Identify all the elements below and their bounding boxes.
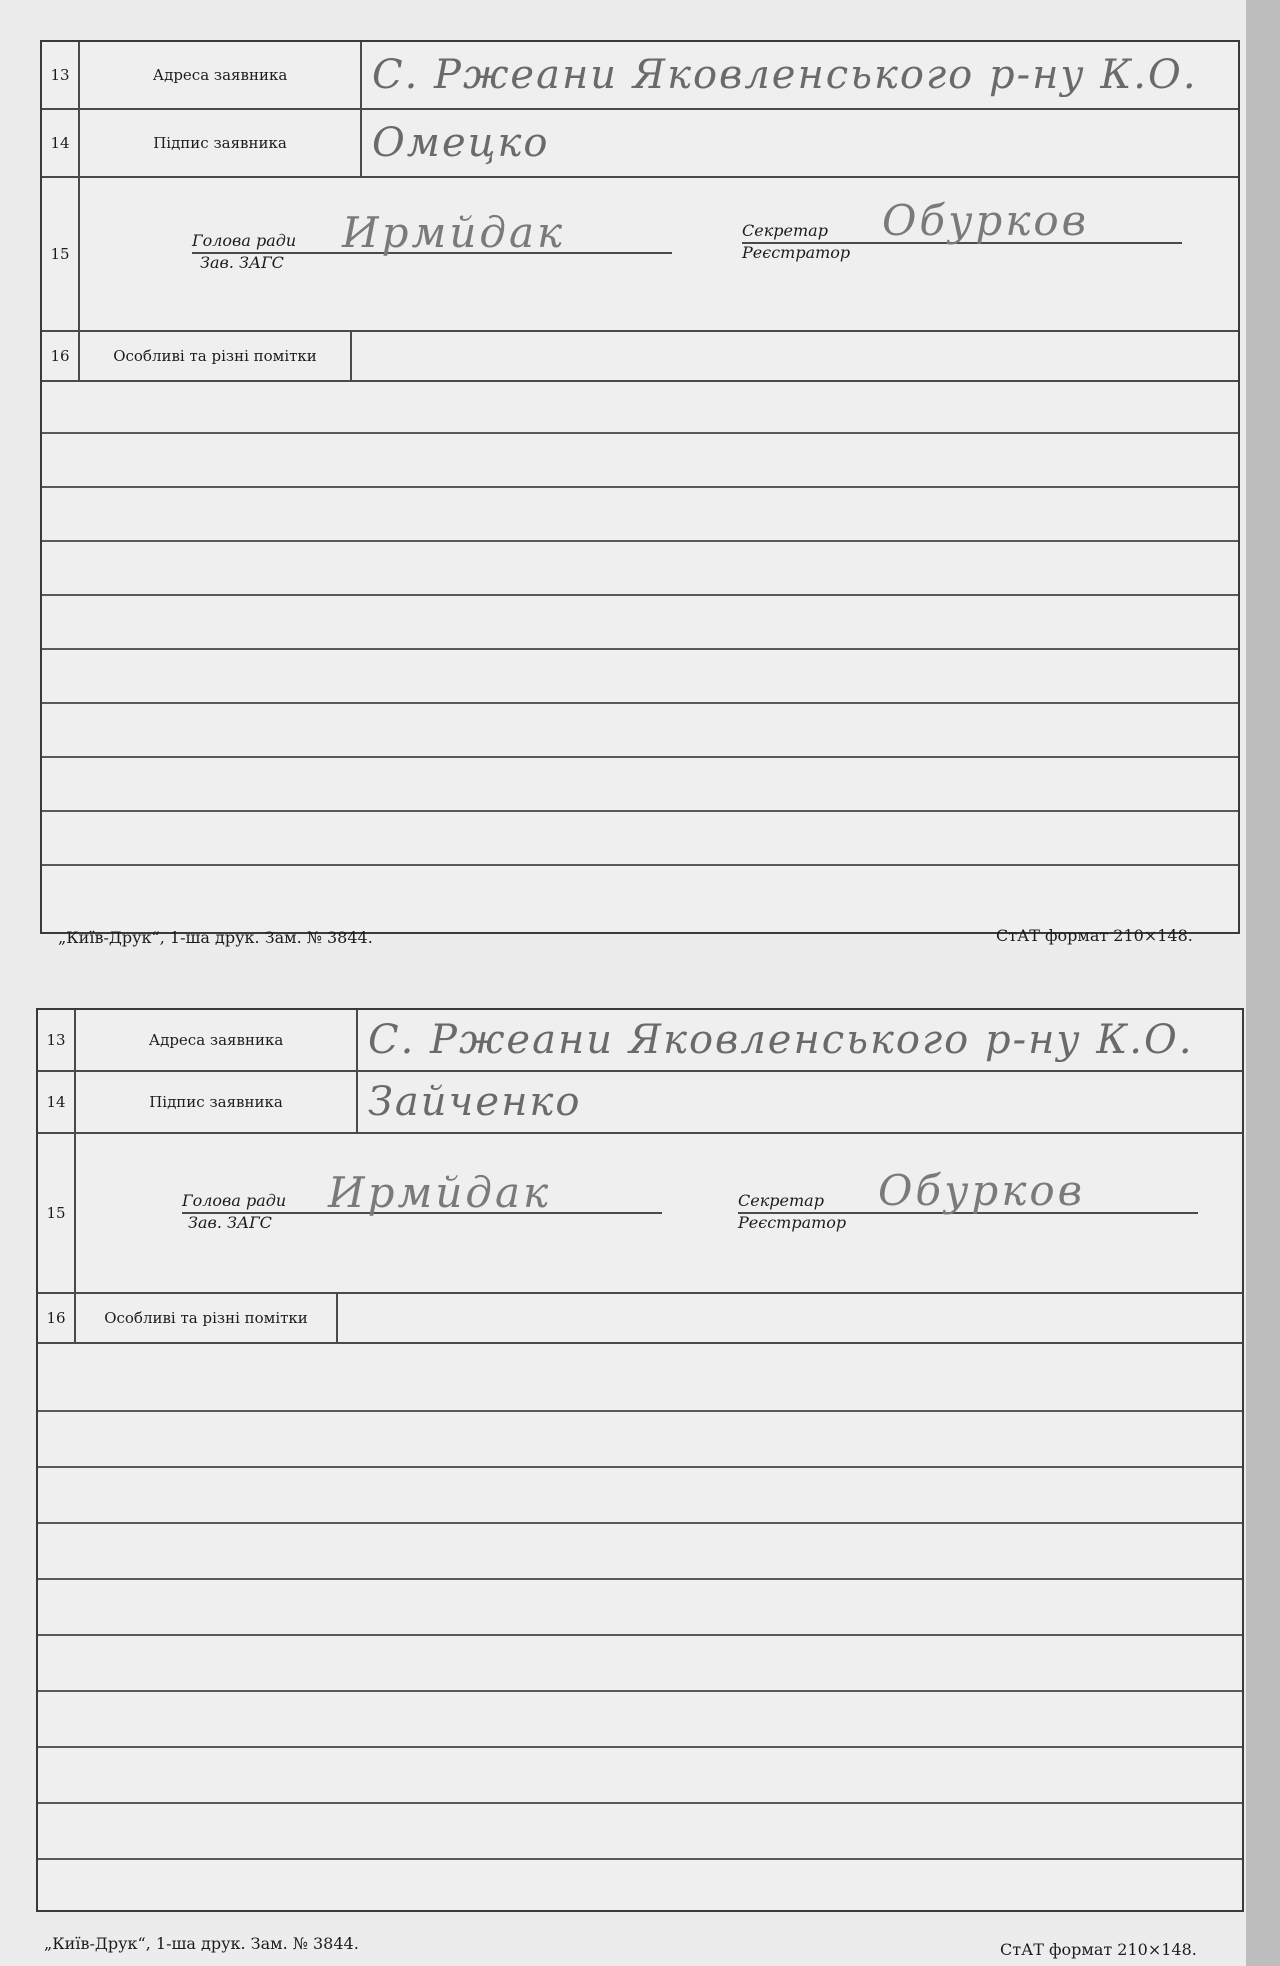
sec-label-2: Реєстратор [738,1213,847,1232]
row-13-address [38,1010,1242,1072]
notes-line [42,540,1238,542]
row-number: 15 [42,178,80,330]
row-number: 14 [42,110,80,176]
field-label: Особливі та різні помітки [76,1294,338,1342]
head-signature: Ирмйдак [342,208,566,257]
row-15-officials [42,178,1238,332]
row-13-address [42,42,1238,110]
adjacent-page-edge [1246,0,1280,1966]
register-form-2 [36,1008,1244,1912]
field-label: Адреса заявника [80,42,362,108]
notes-line [38,1578,1242,1580]
secretary-signature: Обурков [882,196,1090,245]
applicant-signature-value: Зайченко [368,1079,582,1125]
notes-line [42,864,1238,866]
field-label: Підпис заявника [76,1072,358,1132]
notes-line [42,810,1238,812]
row-16-notes [38,1294,1242,1344]
row-number: 13 [38,1010,76,1070]
row-number: 13 [42,42,80,108]
notes-line [38,1634,1242,1636]
field-label: Адреса заявника [76,1010,358,1070]
row-16-notes [42,332,1238,382]
sec-label-2: Реєстратор [742,243,851,262]
format-note: СтАТ формат 210×148. [1000,1940,1197,1959]
head-label-1: Голова ради [182,1191,287,1210]
notes-line [38,1522,1242,1524]
notes-line [38,1746,1242,1748]
applicant-signature-value: Омецко [372,120,550,166]
printer-imprint: „Київ-Друк“, 1-ша друк. Зам. № 3844. [44,1934,359,1953]
head-label-2: Зав. ЗАГС [188,1213,272,1232]
format-note: СтАТ формат 210×148. [996,926,1193,945]
notes-line [42,432,1238,434]
secretary-signature: Обурков [878,1166,1086,1215]
head-label-2: Зав. ЗАГС [200,253,284,272]
row-number: 15 [38,1134,76,1292]
notes-line [42,702,1238,704]
row-14-signature [38,1072,1242,1134]
notes-line [42,486,1238,488]
notes-line [42,594,1238,596]
row-number: 14 [38,1072,76,1132]
sec-label-1: Секретар [742,221,828,240]
notes-line [38,1410,1242,1412]
head-label-1: Голова ради [192,231,297,250]
field-label: Особливі та різні помітки [80,332,352,380]
head-signature: Ирмйдак [328,1168,552,1217]
register-form-1 [40,40,1240,934]
row-14-signature [42,110,1238,178]
notes-line [38,1690,1242,1692]
applicant-address-value: С. Ржеани Яковленського р-ну К.О. [372,52,1198,98]
notes-line [38,1858,1242,1860]
row-number: 16 [38,1294,76,1342]
printer-imprint: „Київ-Друк“, 1-ша друк. Зам. № 3844. [58,928,373,947]
notes-line [42,756,1238,758]
notes-line [38,1802,1242,1804]
row-15-officials [38,1134,1242,1294]
applicant-address-value: С. Ржеани Яковленського р-ну К.О. [368,1017,1194,1063]
notes-line [42,648,1238,650]
row-number: 16 [42,332,80,380]
sec-label-1: Секретар [738,1191,824,1210]
notes-line [38,1466,1242,1468]
field-label: Підпис заявника [80,110,362,176]
